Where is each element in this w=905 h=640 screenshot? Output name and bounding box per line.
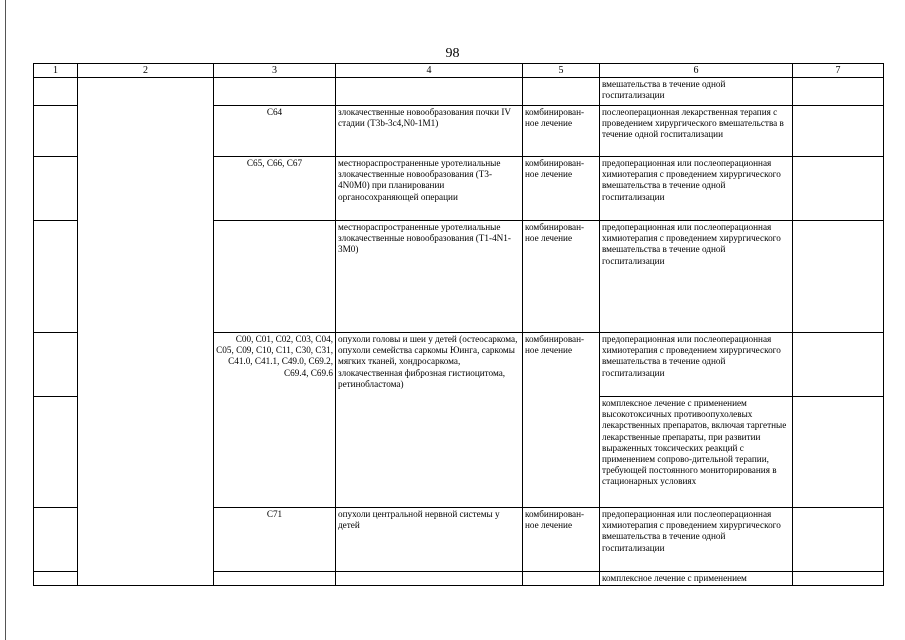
- col-header-1: 1: [34, 64, 78, 78]
- cell-icd-codes: C00, C01, C02, C03, C04, C05, C09, C10, C11, C30, C31, C41.0, C41.1, C49.0, C69.2, C69.4, C69.6: [214, 333, 336, 508]
- table-row: [34, 78, 884, 106]
- cell-col1: [34, 572, 78, 586]
- cell-treatment-method: предоперационная или послеоперационная химиотерапия с проведением хирургического вмешательства в течение одной госпитализации: [600, 333, 793, 397]
- cell-treatment-type: [523, 78, 600, 106]
- cell-diagnosis: опухоли головы и шеи у детей (остеосаркома, опухоли семейства саркомы Юинга, саркомы мягких тканей, хондросаркома, злокачественная фиброзная гистиоцитома, ретинобластома): [336, 333, 523, 508]
- cell-treatment-method: комплексное лечение с применением: [600, 572, 793, 586]
- cell-col7: [793, 106, 884, 157]
- cell-treatment-method: вмешательства в течение одной госпитализации: [600, 78, 793, 106]
- cell-col1: [34, 397, 78, 508]
- cell-diagnosis: опухоли центральной нервной системы у детей: [336, 508, 523, 572]
- cell-diagnosis: [336, 78, 523, 106]
- cell-treatment-type: комбинирован-ное лечение: [523, 508, 600, 572]
- cell-diagnosis: злокачественные новообразования почки IV стадии (T3b-3c4,N0-1M1): [336, 106, 523, 157]
- col-header-2: 2: [78, 64, 214, 78]
- header-row: [34, 64, 884, 78]
- cell-col7: [793, 572, 884, 586]
- cell-icd-codes: [214, 221, 336, 333]
- cell-treatment-type: [523, 572, 600, 586]
- treatment-table: [33, 63, 884, 586]
- col-header-5: 5: [523, 64, 600, 78]
- cell-col1: [34, 106, 78, 157]
- col-header-3: 3: [214, 64, 336, 78]
- cell-col7: [793, 508, 884, 572]
- page-left-rule: [5, 0, 6, 640]
- cell-treatment-method: предоперационная или послеоперационная химиотерапия с проведением хирургического вмешательства в течение одной госпитализации: [600, 221, 793, 333]
- cell-icd-codes: C65, C66, C67: [214, 157, 336, 221]
- cell-col7: [793, 157, 884, 221]
- cell-icd-codes: [214, 572, 336, 586]
- cell-col1: [34, 333, 78, 397]
- cell-treatment-method: комплексное лечение с применением высокотоксичных противоопухолевых лекарственных препаратов, включая таргетные лекарственные препараты, при развитии выраженных токсических реакций с применением сопрово-дительной терапии, требующей постоянного мониторирования в стационарных условиях: [600, 397, 793, 508]
- cell-diagnosis: местнораспространенные уротелиальные злокачественные новообразования (T3-4N0M0) при планировании органосохраняющей операции: [336, 157, 523, 221]
- cell-treatment-method: предоперационная или послеоперационная химиотерапия с проведением хирургического вмешательства в течение одной госпитализации: [600, 508, 793, 572]
- cell-icd-codes: [214, 78, 336, 106]
- cell-treatment-method: послеоперационная лекарственная терапия с проведением хирургического вмешательства в течение одной госпитализации: [600, 106, 793, 157]
- col-header-7: 7: [793, 64, 884, 78]
- cell-col1: [34, 157, 78, 221]
- cell-col1: [34, 221, 78, 333]
- cell-col7: [793, 78, 884, 106]
- cell-treatment-type: комбинирован-ное лечение: [523, 106, 600, 157]
- cell-treatment-type: комбинирован-ное лечение: [523, 333, 600, 508]
- cell-col7: [793, 397, 884, 508]
- cell-col7: [793, 221, 884, 333]
- cell-icd-codes: C71: [214, 508, 336, 572]
- cell-col2-merged: [78, 78, 214, 586]
- cell-icd-codes: C64: [214, 106, 336, 157]
- cell-col1: [34, 78, 78, 106]
- col-header-4: 4: [336, 64, 523, 78]
- cell-treatment-type: комбинирован-ное лечение: [523, 157, 600, 221]
- cell-col7: [793, 333, 884, 397]
- cell-diagnosis: местнораспространенные уротелиальные злокачественные новообразования (T1-4N1-3M0): [336, 221, 523, 333]
- cell-treatment-type: комбинирован-ное лечение: [523, 221, 600, 333]
- cell-diagnosis: [336, 572, 523, 586]
- cell-col1: [34, 508, 78, 572]
- col-header-6: 6: [600, 64, 793, 78]
- cell-treatment-method: предоперационная или послеоперационная химиотерапия с проведением хирургического вмешательства в течение одной госпитализации: [600, 157, 793, 221]
- page-number: 98: [445, 46, 460, 61]
